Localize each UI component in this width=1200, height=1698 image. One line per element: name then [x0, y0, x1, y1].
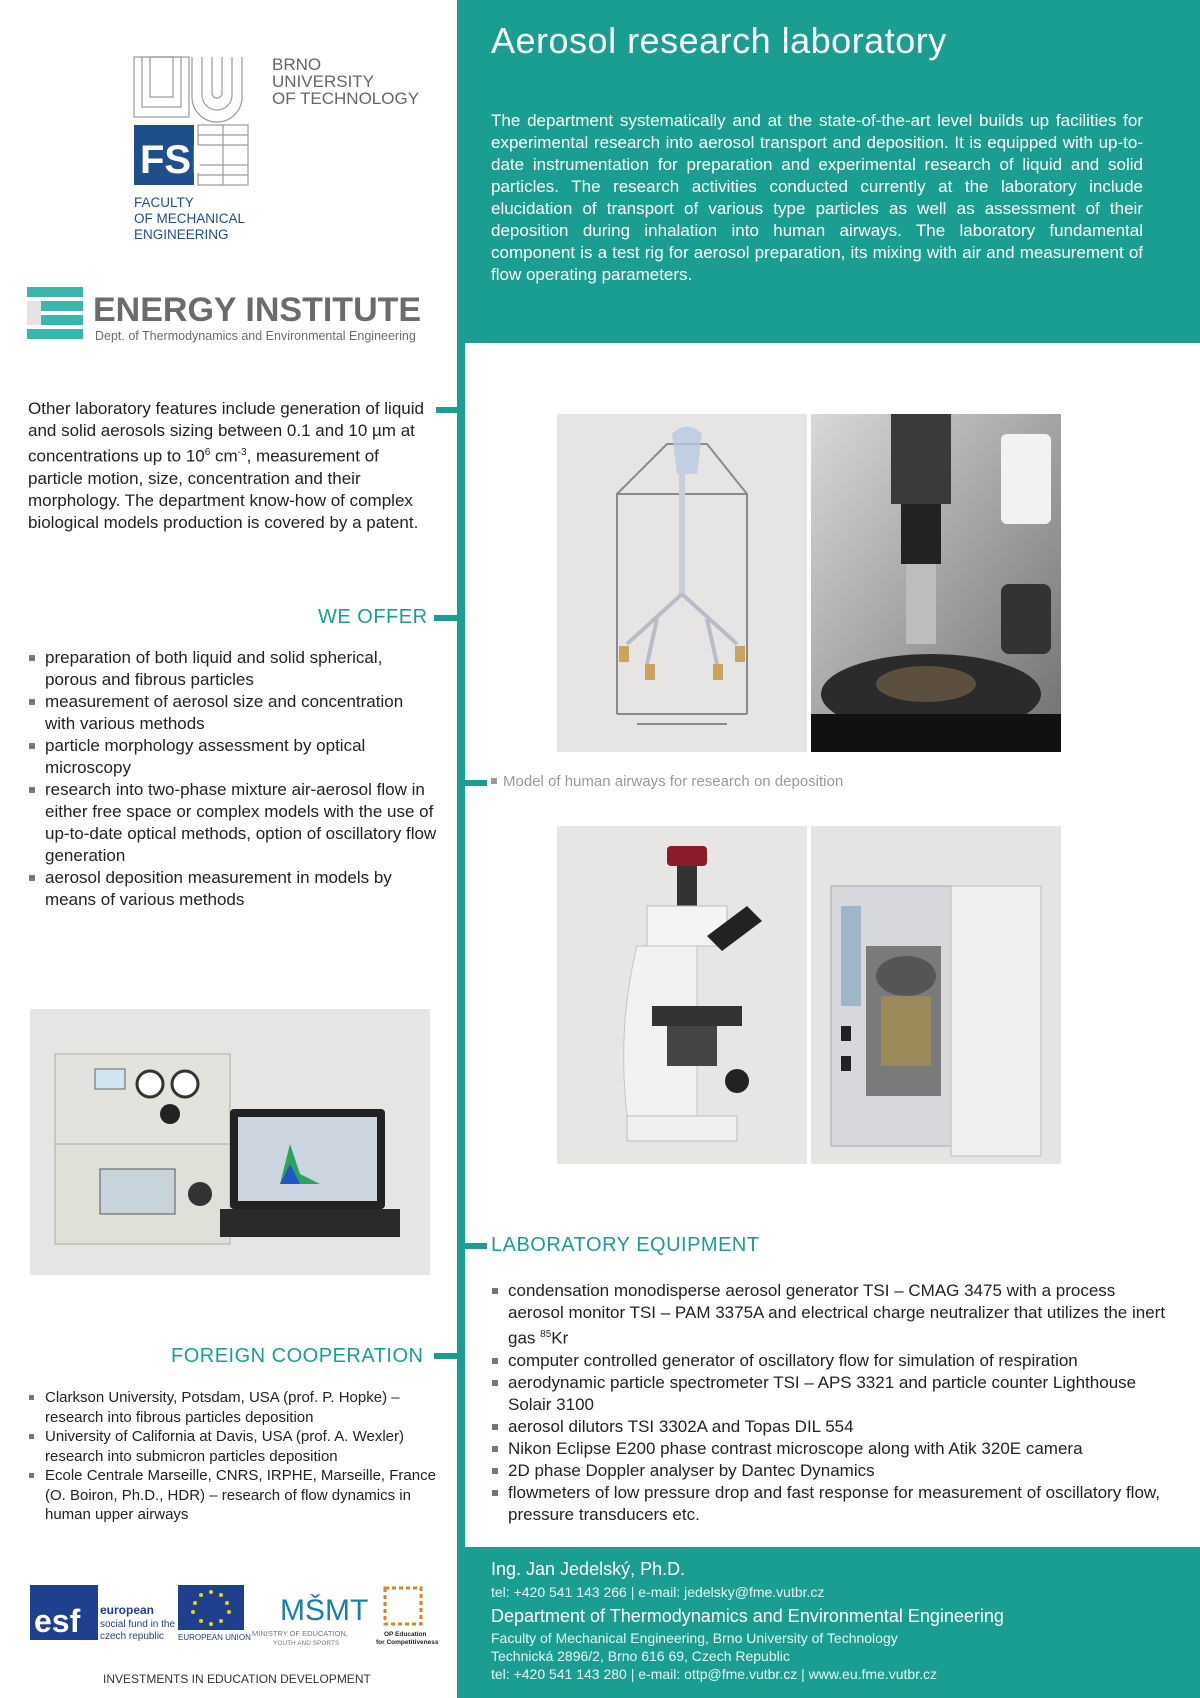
university-logo: [132, 55, 432, 255]
list-item: measurement of aerosol size and concentration with various methods: [28, 691, 438, 735]
funding-logos-graphic: [28, 1580, 438, 1670]
svg-text:FSI: FSI: [140, 138, 203, 182]
features-text-c: , measurement of particle motion, size, concentration and their morphology. The department know-how of complex biological models production is covered by a patent.: [28, 446, 419, 532]
esf-label-2: social fund in the: [100, 1619, 176, 1630]
equipment-item-sup: 85: [540, 1329, 552, 1340]
list-item: aerosol deposition measurement in models by means of various methods: [28, 867, 438, 911]
department-tel-email-web: tel: +420 541 143 280 | e-mail: ottp@fme.vutbr.cz | www.eu.fme.vutbr.cz: [491, 1666, 937, 1682]
department-name: Department of Thermodynamics and Environmental Engineering: [491, 1606, 1004, 1626]
features-sup-a: 6: [204, 447, 211, 458]
list-item: [491, 1280, 1171, 1350]
university-name-line3: OF TECHNOLOGY: [272, 89, 420, 108]
list-item: aerosol dilutors TSI 3302A and Topas DIL 554: [491, 1416, 1171, 1438]
list-item: preparation of both liquid and solid spherical, porous and fibrous particles: [28, 647, 438, 691]
offer-list: [28, 647, 438, 911]
university-logo-graphic: [132, 55, 432, 255]
offer-heading: WE OFFER: [318, 606, 428, 628]
university-name-line1: BRNO: [272, 55, 322, 74]
cooperation-heading: FOREIGN COOPERATION: [171, 1345, 424, 1367]
svg-text:esf: esf: [34, 1603, 81, 1639]
spectrometer-illustration: [30, 1009, 430, 1275]
list-item: computer controlled generator of oscillatory flow for simulation of respiration: [491, 1350, 1171, 1372]
section-marker: [434, 1353, 458, 1359]
microscope-photo: [557, 826, 807, 1164]
particle-counter-photo: [811, 826, 1061, 1164]
equipment-heading: LABORATORY EQUIPMENT: [491, 1234, 760, 1256]
esf-label-1: european: [100, 1603, 155, 1617]
section-marker: [465, 1243, 487, 1249]
eu-label: EUROPEAN UNION: [178, 1633, 251, 1642]
contact-panel: [457, 1547, 1200, 1698]
funding-logos: [28, 1580, 438, 1670]
list-item: Ecole Centrale Marseille, CNRS, IRPHE, Marseille, France (O. Boiron, Ph.D., HDR) – research of flow dynamics in human upper airways: [28, 1466, 438, 1525]
features-sup-b: -3: [237, 447, 247, 458]
features-paragraph: [28, 398, 428, 534]
svg-text:MŠMT: MŠMT: [280, 1594, 369, 1627]
energy-institute-logo: [27, 285, 437, 345]
features-text-a: Other laboratory features include generation of liquid and solid aerosols sizing between 0.1 and 10 µm at concentrations up to 10: [28, 399, 424, 466]
msmt-label-1: MINISTRY OF EDUCATION,: [252, 1629, 348, 1638]
energy-institute-logo-graphic: [27, 285, 437, 345]
intro-paragraph: The department systematically and at the state-of-the-art level builds up facilities for experimental research into aerosol transport and deposition. It is equipped with up-to-date instrumentation for preparation and experimental research of liquid and solid particles. The research activities conducted currently at the laboratory include elucidation of transport of various type particles as well as assessment of their deposition during inhalation into human airways. The laboratory fundamental component is a test rig for aerosol preparation, its mixing with air and measurement of flow operating parameters.: [491, 111, 1143, 284]
address-line: Technická 2896/2, Brno 616 69, Czech Republic: [491, 1648, 790, 1664]
funding-tagline: INVESTMENTS IN EDUCATION DEVELOPMENT: [103, 1672, 371, 1686]
particle-counter-illustration: [811, 826, 1061, 1164]
esf-label-3: czech republic: [100, 1631, 164, 1642]
list-item: University of California at Davis, USA (prof. A. Wexler) research into submicron particles deposition: [28, 1427, 438, 1466]
list-item: research into two-phase mixture air-aerosol flow in either free space or complex models with the use of up-to-date optical methods, option of oscillatory flow generation: [28, 779, 438, 867]
faculty-name-line3: ENGINEERING: [134, 227, 229, 242]
photo-caption: Model of human airways for research on deposition: [491, 773, 843, 790]
vertical-divider: [457, 343, 465, 1547]
list-item: aerodynamic particle spectrometer TSI – APS 3321 and particle counter Lighthouse Solair 3100: [491, 1372, 1171, 1416]
contact-name: Ing. Jan Jedelský, Ph.D.: [491, 1559, 686, 1579]
section-marker: [465, 780, 487, 786]
list-item: flowmeters of low pressure drop and fast response for measurement of oscillatory flow, pressure transducers etc.: [491, 1482, 1171, 1526]
list-item: particle morphology assessment by optical microscopy: [28, 735, 438, 779]
section-marker: [436, 407, 458, 413]
faculty-name-line2: OF MECHANICAL: [134, 211, 246, 226]
cooperation-list: [28, 1388, 438, 1525]
university-name-line2: UNIVERSITY: [272, 72, 375, 91]
energy-institute-dept: Dept. of Thermodynamics and Environmental Engineering: [95, 329, 416, 343]
op-label-1: OP Education: [384, 1631, 427, 1638]
equipment-item-text-end: Kr: [551, 1328, 569, 1348]
spectrometer-photo: [30, 1009, 430, 1275]
msmt-label-2: YOUTH AND SPORTS: [273, 1640, 340, 1647]
faculty-line: Faculty of Mechanical Engineering, Brno University of Technology: [491, 1630, 898, 1646]
list-item: Clarkson University, Potsdam, USA (prof. P. Hopke) – research into fibrous particles deposition: [28, 1388, 438, 1427]
contact-tel-email: tel: +420 541 143 266 | e-mail: jedelsky@fme.vutbr.cz: [491, 1584, 825, 1600]
list-item: 2D phase Doppler analyser by Dantec Dynamics: [491, 1460, 1171, 1482]
section-marker: [434, 615, 458, 621]
features-text-b: cm: [210, 446, 238, 466]
aerosol-generator-illustration: [811, 414, 1061, 752]
page-title: Aerosol research laboratory: [491, 20, 947, 61]
equipment-item-text: condensation monodisperse aerosol generator TSI – CMAG 3475 with a process aerosol monitor TSI – PAM 3375A and electrical charge neutralizer that utilizes the inert gas: [508, 1281, 1166, 1348]
energy-institute-name: ENERGY INSTITUTE: [93, 291, 422, 329]
equipment-list: [491, 1280, 1171, 1526]
microscope-illustration: [557, 826, 807, 1164]
list-item: Nikon Eclipse E200 phase contrast microscope along with Atik 320E camera: [491, 1438, 1171, 1460]
faculty-name-line1: FACULTY: [134, 195, 194, 210]
airway-model-photo: [557, 414, 807, 752]
airway-model-illustration: [557, 414, 807, 752]
aerosol-generator-photo: [811, 414, 1061, 752]
op-label-2: for Competitiveness: [376, 1639, 438, 1646]
